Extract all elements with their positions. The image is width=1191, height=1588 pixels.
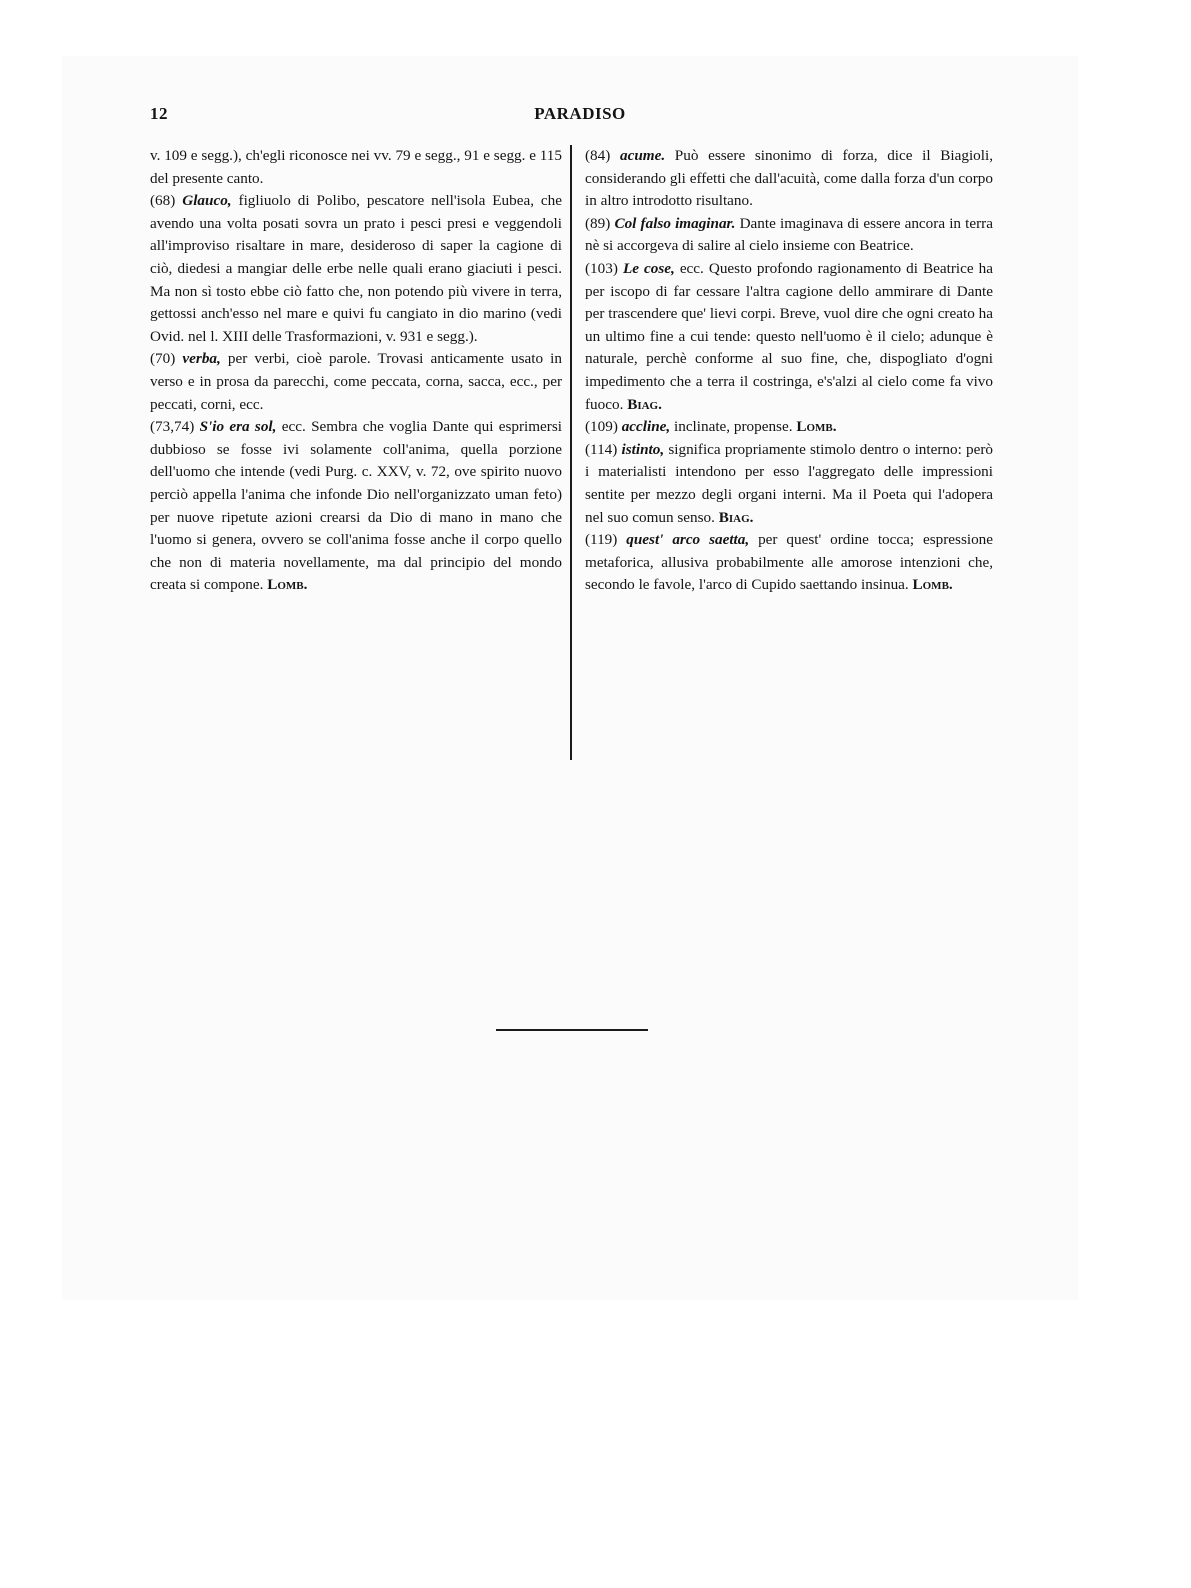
page-number: 12 xyxy=(150,104,168,123)
footnote-lemma: istinto, xyxy=(621,440,665,458)
footnote-text: ecc. Questo profondo ragionamento di Beatrice ha per iscopo di far cessare l'altra cagione dello ammirare di Dante per trascendere que' lievi corpi. Breve, vuol dire che ogni creato ha un ultimo fine a cui tende: questo nell'uomo è il cielo; adunque è naturale, perchè conforme al suo fine, che, dispogliato d'ogni impedimento che a terra il costringa, e's'alzi al cielo come fa vivo fuoco. xyxy=(585,259,993,413)
footnote-number: (68) xyxy=(150,192,183,210)
footnote-number: (89) xyxy=(585,214,615,232)
footnote-text: figliuolo di Polibo, pescatore nell'isola Eubea, che avendo una volta posati sovra un prato i pesci presi e veggendoli all'improviso risaltare in mare, desideroso di saper la cagione di ciò, diedesi a mangiar delle erbe nelle quali erano giaciuti i pesci. Ma non sì tosto ebbe ciò fatto che, non potendo più vivere in terra, gettossi anch'esso nel mare e quivi fu cangiato in dio marino (vedi Ovid. nel l. XIII delle Trasformazioni, v. 931 e segg.). xyxy=(150,192,562,345)
footnote-text: ecc. Sembra che voglia Dante qui esprimersi dubbioso se fosse ivi solamente coll'anima, quella porzione dell'uomo che intende (vedi Purg. c. XXV, v. 72, ove spirito nuovo perciò appella l'anima che infonde Dio nell'organizzato uman feto) per nuove ripetute azioni crearsi da Dio di mano in mano che l'uomo si genera, ovvero se coll'anima fosse anche il corpo quello che non di materia novellamente, ma dal principio del mondo creata si compone. xyxy=(150,418,562,594)
footnote-signature: Lomb. xyxy=(263,576,308,594)
footnote-number: (73,74) xyxy=(150,418,200,436)
footnote-number: (119) xyxy=(585,531,627,549)
footnote xyxy=(585,145,993,213)
footnote xyxy=(150,416,562,597)
footnote-signature: Lomb. xyxy=(908,576,953,594)
footnote-signature: Lomb. xyxy=(792,418,837,436)
footnote-lemma: S'io era sol, xyxy=(199,418,277,436)
footnote-lemma: Le cose, xyxy=(622,259,675,277)
end-rule xyxy=(496,1029,648,1031)
running-title: PARADISO xyxy=(534,104,626,123)
footnote-lemma: verba, xyxy=(182,350,221,368)
footnote-signature: Biag. xyxy=(623,395,662,413)
footnote xyxy=(585,529,993,597)
footnote-number: (103) xyxy=(585,259,623,277)
footnote xyxy=(150,348,562,416)
notes-left-column xyxy=(150,145,562,597)
footnote-lemma: Glauco, xyxy=(182,192,232,210)
footnote-signature: Biag. xyxy=(714,508,754,526)
footnote-lemma: quest' arco saetta, xyxy=(626,531,750,549)
footnote-text: per quest' ordine tocca; espressione metaforica, allusiva probabilmente alle amorose intenzioni che, secondo le favole, l'arco di Cupido saettando insinua. xyxy=(585,531,994,594)
footnote xyxy=(150,145,562,190)
footnote-number: (70) xyxy=(150,350,183,368)
footnote-lemma: Col falso imaginar. xyxy=(614,214,736,232)
footnote xyxy=(585,416,993,439)
notes-right-column xyxy=(585,145,993,597)
footnote-lemma: accline, xyxy=(621,418,671,436)
footnote xyxy=(585,258,993,416)
column-divider xyxy=(570,145,572,760)
footnote-lemma: acume. xyxy=(619,147,666,164)
footnote-text: inclinate, propense. xyxy=(670,418,793,436)
footnote xyxy=(585,439,993,529)
footnote-text: v. 109 e segg.), ch'egli riconosce nei vv. 79 e segg., 91 e segg. e 115 del presente canto. xyxy=(150,147,562,187)
footnote-number: (84) xyxy=(585,147,620,164)
footnote-number: (109) xyxy=(585,418,622,436)
footnote-text: Può essere sinonimo di forza, dice il Biagioli, considerando gli effetti che dall'acuità, come dalla forza d'un corpo in altro introdotto risultano. xyxy=(585,147,994,210)
page-header xyxy=(150,104,1010,128)
footnote-number: (114) xyxy=(585,440,622,458)
footnote-text: significa propriamente stimolo dentro o interno: però i materialisti intendono per esso l'aggregato delle impressioni sentite per mezzo degli organi interni. Ma il Poeta qui l'adopera nel suo comun senso. xyxy=(585,440,993,526)
footnote xyxy=(150,190,562,348)
footnote xyxy=(585,213,993,258)
footnote-text: Dante imaginava di essere ancora in terra nè si accorgeva di salire al cielo insieme con Beatrice. xyxy=(585,214,993,255)
footnote-text: per verbi, cioè parole. Trovasi anticamente usato in verso e in prosa da parecchi, come peccata, corna, sacca, ecc., per peccati, corni, ecc. xyxy=(150,350,562,413)
